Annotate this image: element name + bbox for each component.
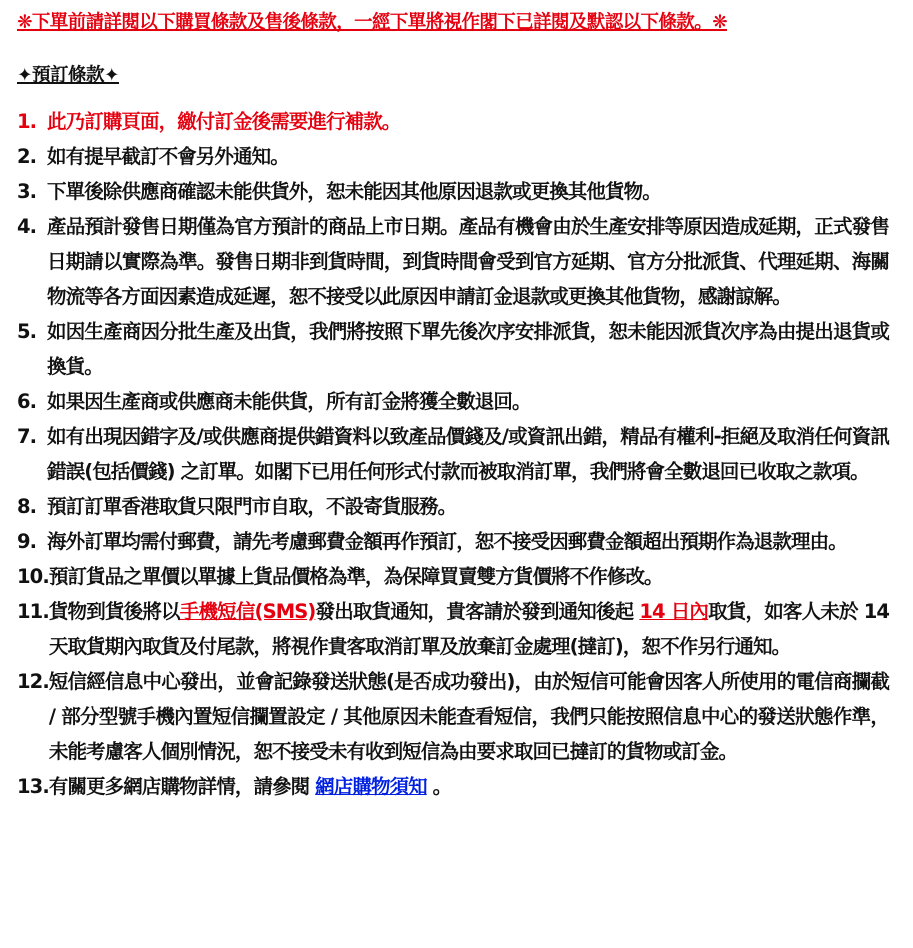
term-item [17, 559, 889, 594]
term-text [47, 489, 889, 524]
term-item [17, 769, 889, 804]
term-text-segment: 短信經信息中心發出，並會記錄發送狀態(是否成功發出)，由於短信可能會因客人所使用的電信商攔截 / 部分型號手機內置短信攔置設定 / 其他原因未能查看短信，我們只能按照信息中心的發送狀態作準，未能考慮客人個別情況，恕不接受未有收到短信為由要求取回已撻訂的貨物或訂金。 [48, 670, 889, 763]
terms-list [17, 104, 889, 804]
term-text [47, 384, 889, 419]
term-number: 9. [17, 530, 37, 553]
term-text-segment: 如果因生產商或供應商未能供貨，所有訂金將獲全數退回。 [47, 390, 531, 413]
term-item [17, 104, 889, 139]
term-text [47, 314, 889, 384]
term-number: 11. [17, 600, 49, 623]
term-number: 6. [17, 390, 37, 413]
highlighted-text: 手機短信(SMS) [179, 600, 316, 623]
term-number: 2. [17, 145, 37, 168]
term-item [17, 419, 889, 489]
term-number: 3. [17, 180, 37, 203]
term-text [47, 419, 889, 489]
term-item [17, 384, 889, 419]
term-number: 1. [17, 110, 37, 133]
term-text-segment: 海外訂單均需付郵費，請先考慮郵費金額再作預訂，恕不接受因郵費金額超出預期作為退款理由。 [47, 530, 847, 553]
term-number: 5. [17, 320, 37, 343]
term-number: 13. [17, 775, 49, 798]
term-item [17, 524, 889, 559]
term-text [47, 174, 889, 209]
term-text-segment: 貨物到貨後將以 [48, 600, 180, 623]
term-text [49, 769, 889, 804]
shopping-guide-link[interactable]: 網店購物須知 [315, 775, 427, 798]
term-item [17, 594, 889, 664]
term-text [49, 594, 889, 664]
term-text-segment: 產品預計發售日期僅為官方預計的商品上市日期。產品有機會由於生產安排等原因造成延期，正式發售日期請以實際為準。發售日期非到貨時間，到貨時間會受到官方延期、官方分批派貨、代理延期、海關物流等各方面因素造成延遲，恕不接受以此原因申請訂金退款或更換其他貨物，感謝諒解。 [47, 215, 889, 308]
term-number: 8. [17, 495, 37, 518]
term-item [17, 174, 889, 209]
purchase-notice: ❋下單前請詳閱以下購買條款及售後條款，一經下單將視作閣下已詳閱及默認以下條款。❋ [17, 12, 728, 33]
term-item [17, 209, 889, 314]
term-text-segment: 如有出現因錯字及/或供應商提供錯資料以致產品價錢及/或資訊出錯，精品有權利-拒絕及取消任何資訊錯誤(包括價錢) 之訂單。如閣下已用任何形式付款而被取消訂單，我們將會全數退回已收取之款項。 [47, 425, 889, 483]
term-text-segment: 下單後除供應商確認未能供貨外，恕未能因其他原因退款或更換其他貨物。 [47, 180, 661, 203]
term-item [17, 489, 889, 524]
term-text-segment: 。 [426, 775, 452, 798]
term-text-segment: 此乃訂購頁面，繳付訂金後需要進行補款。 [47, 110, 401, 133]
term-text [49, 664, 889, 769]
term-text [47, 209, 889, 314]
term-text-segment: 如有提早截訂不會另外通知。 [47, 145, 289, 168]
term-item [17, 664, 889, 769]
highlighted-text: 14 日內 [639, 600, 709, 623]
term-text-segment: 發出取貨通知，貴客請於發到通知後起 [315, 600, 640, 623]
term-item [17, 314, 889, 384]
term-text-segment: 取貨，如客人未於 14 天取貨期內取貨及付尾款，將視作貴客取消訂單及放棄訂金處理(撻訂)，恕不作另行通知。 [48, 600, 890, 658]
term-text [47, 524, 889, 559]
term-number: 4. [17, 215, 37, 238]
term-text-segment: 有關更多網店購物詳情，請參閱 [48, 775, 316, 798]
term-text [47, 139, 889, 174]
term-number: 12. [17, 670, 49, 693]
term-text-segment: 預訂訂單香港取貨只限門市自取，不設寄貨服務。 [47, 495, 457, 518]
term-text-segment: 預訂貨品之單價以單據上貨品價格為準，為保障買賣雙方貨價將不作修改。 [48, 565, 663, 588]
term-number: 10. [17, 565, 49, 588]
term-text [49, 559, 889, 594]
term-text [47, 104, 889, 139]
preorder-terms-heading: ✦預訂條款✦ [17, 65, 120, 86]
term-item [17, 139, 889, 174]
term-number: 7. [17, 425, 37, 448]
term-text-segment: 如因生產商因分批生產及出貨，我們將按照下單先後次序安排派貨，恕未能因派貨次序為由提出退貨或換貨。 [47, 320, 889, 378]
